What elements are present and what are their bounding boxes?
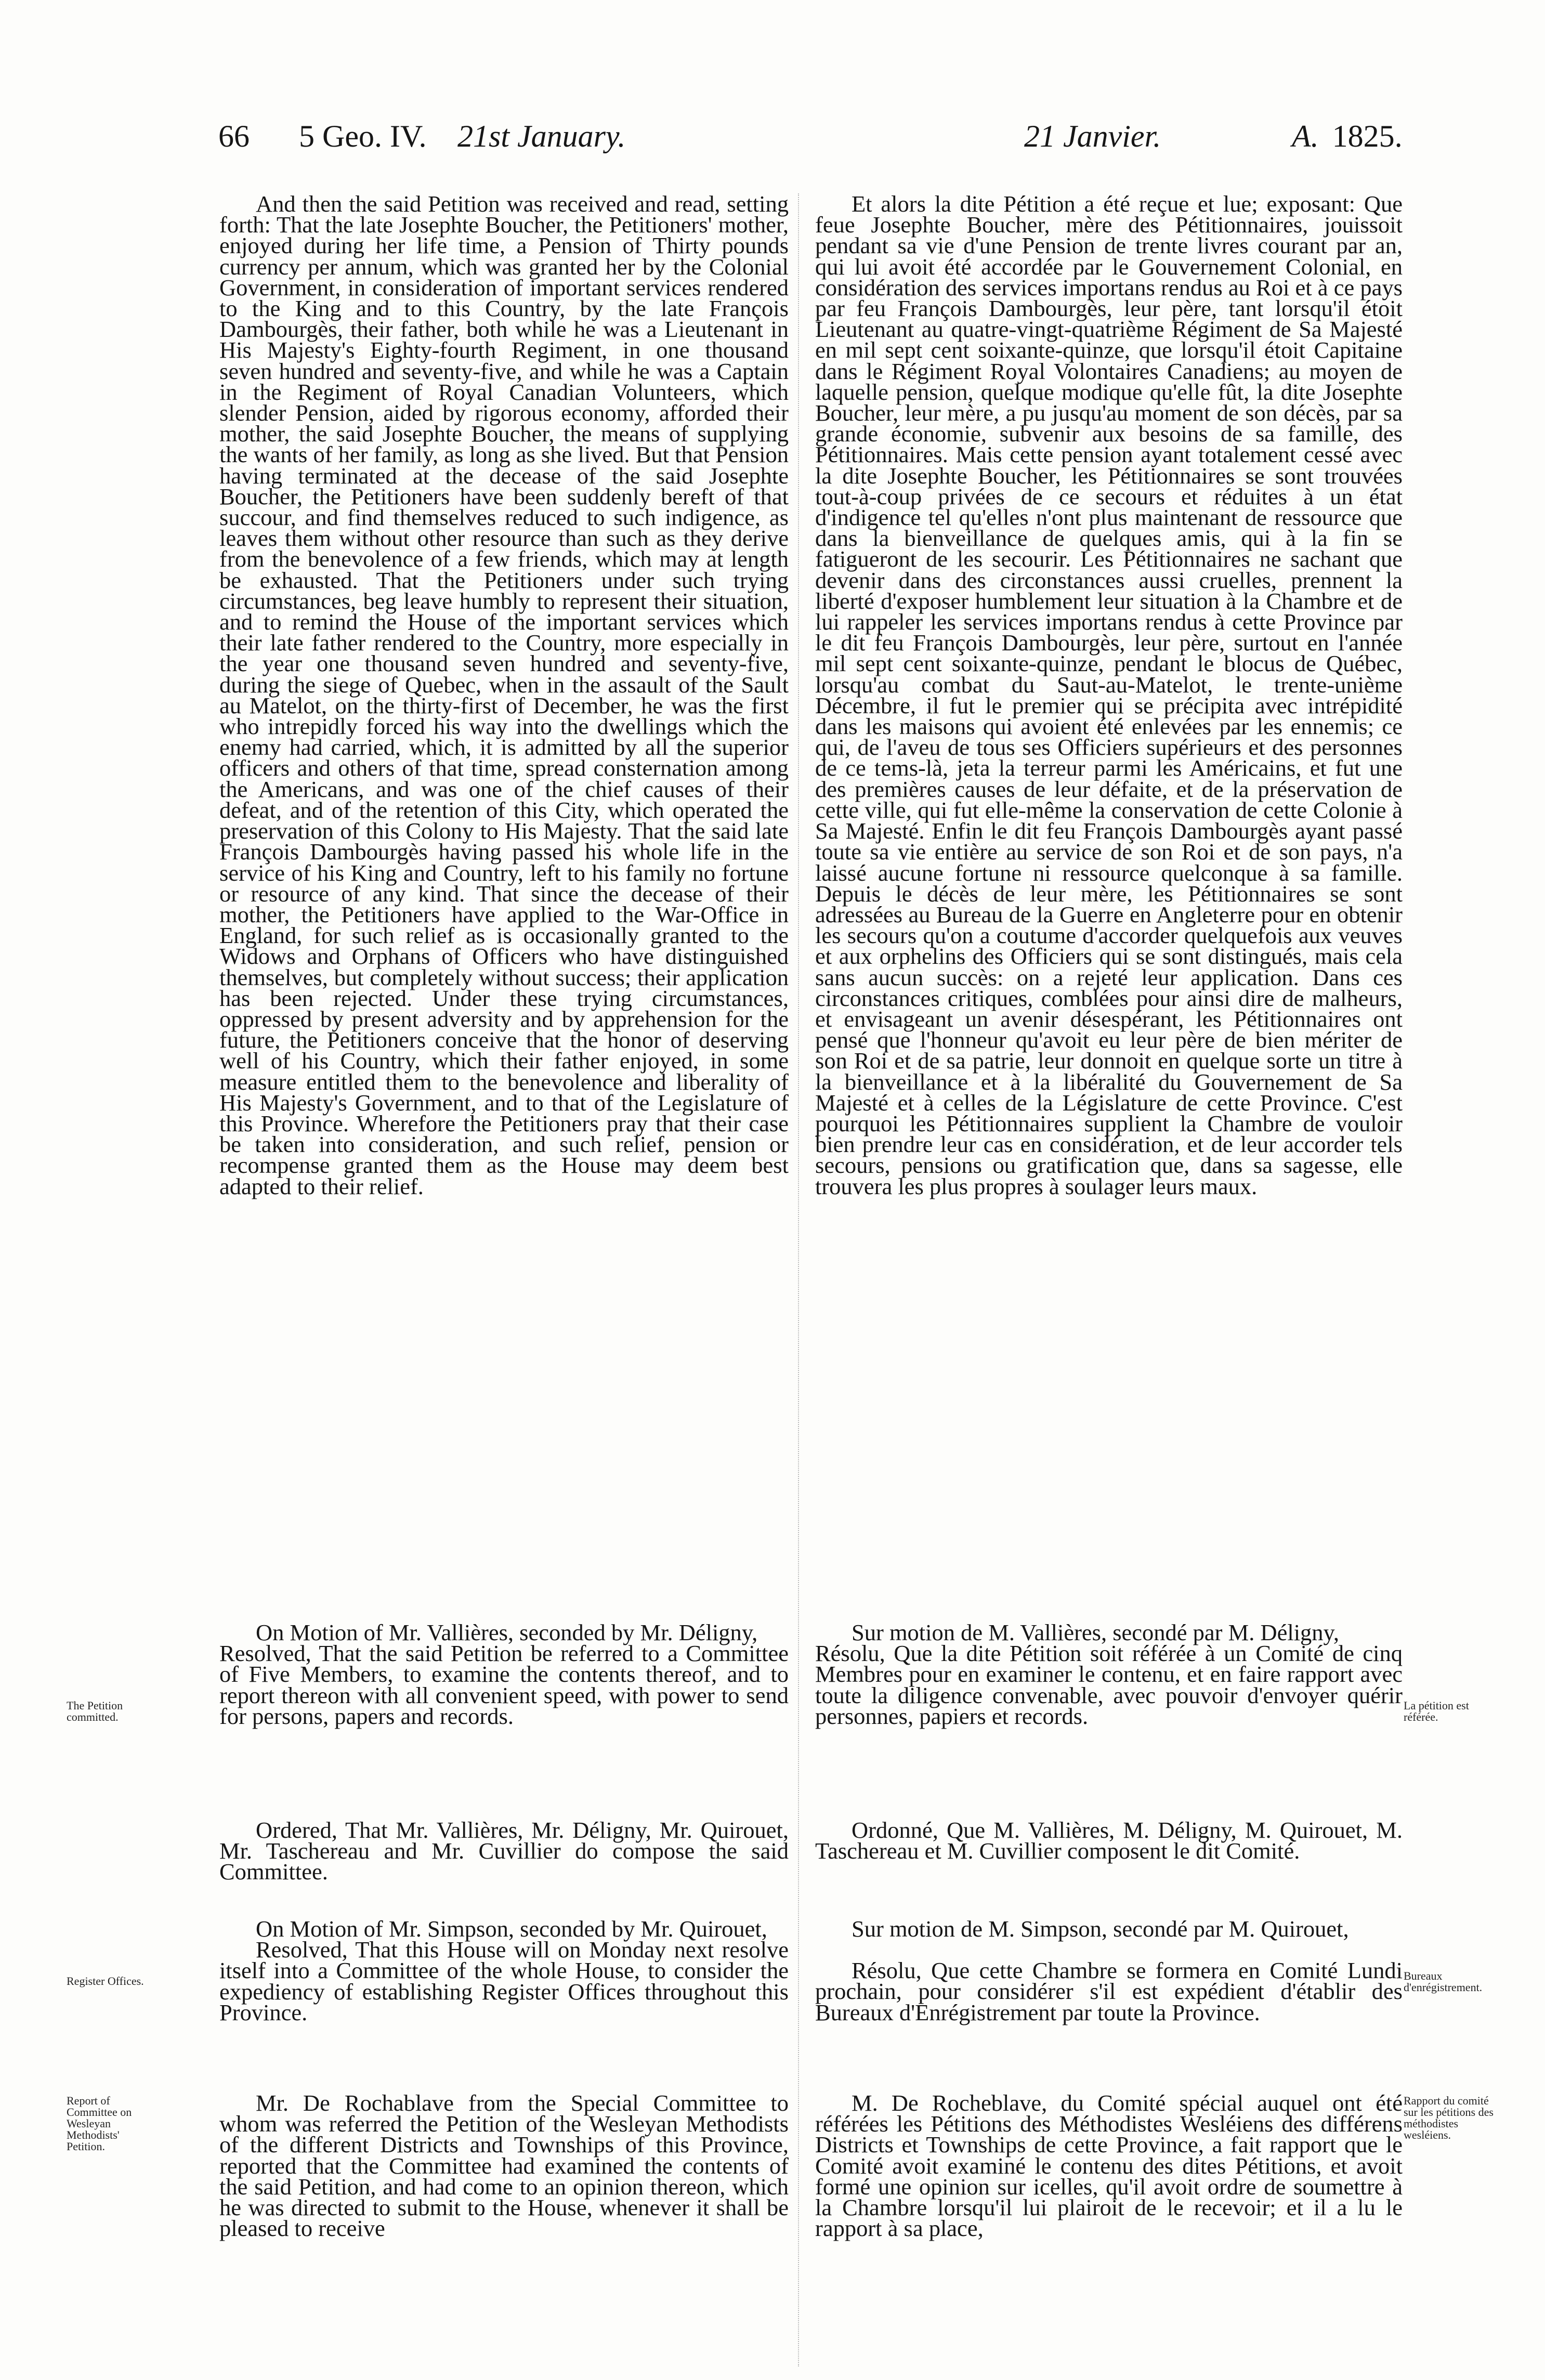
petition-text-french: Et alors la dite Pétition a été reçue et lue; exposant: Que feue Josephte Boucher, mère des Pétitionnaires, jouissoit pendant sa vie d'une Pension de trente livres courant par an, qui lui avoit été accordée par le Gouvernement Colonial, en considération des services importans rendus au Roi et à ce pays par feu François Dambourgès, leur père, tant lorsqu'il étoit Lieutenant au quatre-vingt-quatrième Régiment de Sa Majesté en mil sept cent soixante-quinze, que lorsqu'il étoit Capitaine dans le Régiment Royal Volontaires Canadiens; au moyen de laquelle pension, quelque modique qu'elle fût, la dite Josephte Boucher, leur mère, a pu jusqu'au moment de son décès, par sa grande économie, subvenir aux besoins de sa famille, des Pétitionnaires. Mais cette pension ayant totalement cessé avec la dite Josephte Boucher, les Pétitionnaires se sont trouvées tout-à-coup privées de ce secours et réduites à un état d'indigence tel qu'elles n'ont plus maintenant de ressource que dans la bienveillance de quelques amis, qui à la fin se fatigueront de les secourir. Les Pétitionnaires ne sachant que devenir dans des circonstances aussi cruelles, prennent la liberté d'exposer humblement leur situation à la Chambre et de lui rappeler les services importans rendus à cette Province par le dit feu François Dambourgès, leur père, surtout en l'année mil sept cent soixante-quinze, pendant le blocus de Québec, lorsqu'au combat du Saut-au-Matelot, le trente-unième Décembre, il fut le premier qui se précipita avec intrépidité dans les maisons qui avoient été enlevées par les ennemis; ce qui, de l'aveu de tous ses Officiers supérieurs et des personnes de ce tems-là, jeta la terreur parmi les Américains, et fut une des premières causes de leur défaite, et de la préservation de cette ville, qui fut elle-même la conservation de cette Colonie à Sa Majesté. Enfin le dit feu François Dambourgès ayant passé toute sa vie entière au service de son Roi et de son pays, n'a laissé aucune fortune ni ressource quelconque à sa famille. Depuis le décès de leur mère, les Pétitionnaires se sont adressées au Bureau de la Guerre en Angleterre pour en obtenir les secours qu'on a coutume d'accorder quelquefois aux veuves et aux orphelins des Officiers qui se sont distingués, mais cela sans aucun succès: on a rejeté leur application. Dans ces circonstances critiques, comblées pour ainsi dire de malheurs, et envisageant un avenir désespérant, les Pétitionnaires ont pensé que l'honneur qu'avoit eu leur père de bien mériter de son Roi et de sa patrie, leur donnoit en quelque sorte un titre à la bienveillance et à la libéralité du Gouvernement de Sa Majesté et à celles de la Législature de cette Province. C'est pourquoi les Pétitionnaires supplient la Chambre de vouloir bien prendre leur cas en considération, et de leur accorder tels secours, pensions ou gratification que, dans sa sagesse, elle trouvera les plus propres à soulager leurs maux. [815,191,1403,1199]
report-text-english: Mr. De Rochablave from the Special Committee to whom was referred the Petition of the Wesleyan Methodists of the different Districts and Townships of this Province, reported that the Committee had examined the contents of the said Petition, and had come to an opinion thereon, which he was directed to submit to the House, whenever it shall be pleased to receive [219,2090,789,2242]
year [1292,119,1403,154]
ordered-text-english: Ordered, That Mr. Vallières, Mr. Déligny, Mr. Quirouet, Mr. Taschereau and Mr. Cuvillier do compose the said Committee. [219,1817,789,1885]
margin-note-report-methodists: Report of Committee on Wesleyan Methodists' Petition. [67,2094,132,2153]
motion2-french [815,1918,1403,2023]
motion1-motion-english: On Motion of Mr. Vallières, seconded by Mr. Déligny, [256,1619,758,1645]
column-divider [798,193,799,2366]
margin-note-bureaux: Bureaux d'enrégistrement. [1404,1969,1483,1994]
report-french [815,2090,1403,2242]
motion1-motion-french: Sur motion de M. Vallières, secondé par M. Déligny, [852,1619,1340,1645]
margin-note-petition-referee: La pétition est référée. [1404,1699,1469,1723]
motion2-motion-french: Sur motion de M. Simpson, secondé par M. Quirouet, [852,1916,1349,1942]
year-prefix: A. [1292,119,1319,153]
motion1-resolved-english: Resolved, That the said Petition be referred to a Committee of Five Members, to examine the contents thereof, and to report thereon with all convenient speed, with power to send for persons, papers and records. [219,1640,789,1729]
report-english [219,2090,789,2242]
motion2-english [219,1918,789,2023]
petition-english [219,193,789,1197]
report-text-french: M. De Rocheblave, du Comité spécial auquel ont été référées les Pétitions des Méthodistes Wesléiens des différens Districts et Townships de cette Province, a fait rapport que le Comité avoit examiné le contenu des dites Pétitions, et avoit formé une opinion sur icelles, qu'il avoit ordre de soumettre à la Chambre lorsqu'il lui plairoit de le recevoir; et il a lu le rapport à sa place, [815,2090,1403,2242]
year-number: 1825. [1332,119,1403,153]
margin-note-petition-committed: The Petition committed. [67,1699,123,1723]
motion2-motion-english: On Motion of Mr. Simpson, seconded by Mr. Quirouet, [256,1916,767,1942]
motion1-resolved-french: Résolu, Que la dite Pétition soit référée à un Comité de cinq Membres pour en examiner le contenu, et en faire rapport avec toute la diligence convenable, avec pouvoir d'envoyer quérir personnes, papiers et records. [815,1640,1403,1729]
ordered-english [219,1817,789,1885]
ordered-french [815,1817,1403,1864]
motion2-resolved-french: Résolu, Que cette Chambre se formera en Comité Lundi prochain, pour considérer s'il est expédient d'établir des Bureaux d'Enrégistrement par toute la Province. [815,1957,1403,2025]
reign: 5 Geo. IV. [299,119,427,153]
motion2-resolved-english: Resolved, That this House will on Monday next resolve itself into a Committee of the whole House, to consider the expediency of establishing Register Offices throughout this Province. [219,1937,789,2025]
date-french: 21 Janvier. [1024,119,1161,153]
margin-note-register-offices: Register Offices. [67,1974,144,1987]
page-header [0,119,1545,176]
page-number: 66 [218,119,250,153]
margin-note-rapport-methodistes: Rapport du comité sur les pétitions des méthodistes wesléiens. [1404,2094,1494,2141]
ordered-text-french: Ordonné, Que M. Vallières, M. Déligny, M. Quirouet, M. Taschereau et M. Cuvillier composent le dit Comité. [815,1817,1403,1864]
motion1-french [815,1619,1403,1729]
date-english: 21st January. [457,119,626,153]
petition-text-english: And then the said Petition was received and read, setting forth: That the late Josephte Boucher, the Petitioners' mother, enjoyed during her life time, a Pension of Thirty pounds currency per annum, which was granted her by the Colonial Government, in consideration of important services rendered to the King and to this Country, by the late François Dambourgès, their father, both while he was a Lieutenant in His Majesty's Eighty-fourth Regiment, in one thousand seven hundred and seventy-five, and while he was a Captain in the Regiment of Royal Canadian Volunteers, which slender Pension, aided by rigorous economy, afforded their mother, the said Josephte Boucher, the means of supplying the wants of her family, as long as she lived. But that Pension having terminated at the decease of the said Josephte Boucher, the Petitioners have been suddenly bereft of that succour, and find themselves reduced to such indigence, as leaves them without other resource than such as they derive from the benevolence of a few friends, which may at length be exhausted. That the Petitioners under such trying circumstances, beg leave humbly to represent their situation, and to remind the House of the important services which their late father rendered to the Country, more especially in the year one thousand seven hundred and seventy-five, during the siege of Quebec, when in the assault of the Sault au Matelot, on the thirty-first of December, he was the first who intrepidly forced his way into the dwellings which the enemy had carried, which, it is admitted by all the superior officers and others of that time, spread consternation among the Americans, and was one of the chief causes of their defeat, and of the retention of this City, which operated the preservation of this Colony to His Majesty. That the said late François Dambourgès having passed his whole life in the service of his King and Country, left to his family no fortune or resource of any kind. That since the decease of their mother, the Petitioners have applied to the War-Office in England, for such relief as is occasionally granted to the Widows and Orphans of Officers who have distinguished themselves, but completely without success; their application has been rejected. Under these trying circumstances, oppressed by present adversity and by apprehension for the future, the Petitioners conceive that the honor of deserving well of his Country, which their father enjoyed, in some measure entitled them to the benevolence and liberality of His Majesty's Government, and to that of the Legislature of this Province. Wherefore the Petitioners pray that their case be taken into consideration, and such relief, pension or recompense granted them as the House may deem best adapted to their relief. [219,191,789,1199]
motion1-english [219,1619,789,1729]
petition-french [815,193,1403,1197]
